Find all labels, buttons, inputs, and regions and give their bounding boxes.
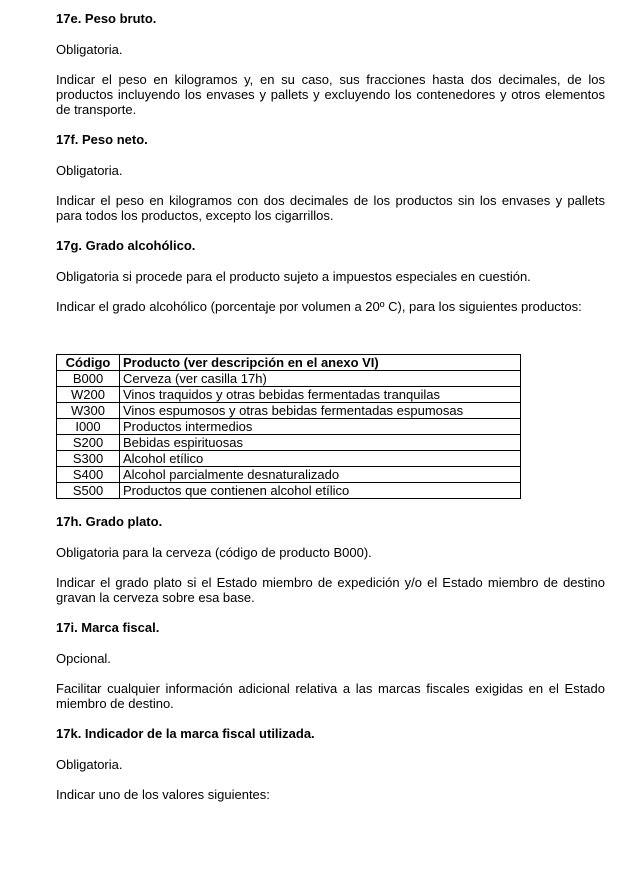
table-cell-code: S300 [57, 451, 120, 467]
table-row [57, 435, 521, 451]
table-header-product: Producto (ver descripción en el anexo VI) [120, 355, 521, 371]
table-cell-product: Productos intermedios [120, 419, 521, 435]
table-cell-product: Cerveza (ver casilla 17h) [120, 371, 521, 387]
table-cell-code: W200 [57, 387, 120, 403]
section-status-17h: Obligatoria para la cerveza (código de producto B000). [56, 545, 372, 560]
section-heading-17e: 17e. Peso bruto. [56, 11, 157, 26]
document-page [56, 11, 605, 802]
section-status-17g: Obligatoria si procede para el producto sujeto a impuestos especiales en cuestión. [56, 269, 531, 284]
section-status-17f: Obligatoria. [56, 163, 123, 178]
table-row [57, 403, 521, 419]
table-header-row [57, 355, 521, 371]
product-code-table [56, 354, 521, 499]
table-row [57, 467, 521, 483]
section-heading-17f: 17f. Peso neto. [56, 132, 148, 147]
table-row [57, 371, 521, 387]
table-cell-product: Alcohol etílico [120, 451, 521, 467]
section-text-17h: Indicar el grado plato si el Estado miembro de expedición y/o el Estado miembro de destino gravan la cerveza sobre esa base. [56, 575, 605, 605]
table-cell-product: Productos que contienen alcohol etílico [120, 483, 521, 499]
section-text-17f: Indicar el peso en kilogramos con dos decimales de los productos sin los envases y pallets para todos los productos, excepto los cigarrillos. [56, 193, 605, 223]
table-row [57, 451, 521, 467]
table-header-code: Código [57, 355, 120, 371]
section-heading-17k: 17k. Indicador de la marca fiscal utilizada. [56, 726, 315, 741]
section-text-17i: Facilitar cualquier información adicional relativa a las marcas fiscales exigidas en el Estado miembro de destino. [56, 681, 605, 711]
section-heading-17i: 17i. Marca fiscal. [56, 620, 160, 635]
section-status-17k: Obligatoria. [56, 757, 123, 772]
table-cell-product: Alcohol parcialmente desnaturalizado [120, 467, 521, 483]
section-text-17e: Indicar el peso en kilogramos y, en su caso, sus fracciones hasta dos decimales, de los productos incluyendo los envases y pallets y excluyendo los contenedores y otros elementos de transporte. [56, 72, 605, 117]
section-status-17e: Obligatoria. [56, 42, 123, 57]
table-cell-product: Bebidas espirituosas [120, 435, 521, 451]
table-cell-product: Vinos espumosos y otras bebidas fermentadas espumosas [120, 403, 521, 419]
section-heading-17h: 17h. Grado plato. [56, 514, 163, 529]
table-row [57, 387, 521, 403]
table-cell-code: S500 [57, 483, 120, 499]
table-cell-code: S400 [57, 467, 120, 483]
section-status-17i: Opcional. [56, 651, 111, 666]
section-text-17g: Indicar el grado alcohólico (porcentaje por volumen a 20º C), para los siguientes productos: [56, 299, 582, 314]
table-cell-code: I000 [57, 419, 120, 435]
table-row [57, 419, 521, 435]
section-heading-17g: 17g. Grado alcohólico. [56, 238, 196, 253]
table-cell-code: W300 [57, 403, 120, 419]
table-cell-code: S200 [57, 435, 120, 451]
table-cell-product: Vinos traquidos y otras bebidas fermentadas tranquilas [120, 387, 521, 403]
section-text-17k: Indicar uno de los valores siguientes: [56, 787, 270, 802]
table-row [57, 483, 521, 499]
table-cell-code: B000 [57, 371, 120, 387]
